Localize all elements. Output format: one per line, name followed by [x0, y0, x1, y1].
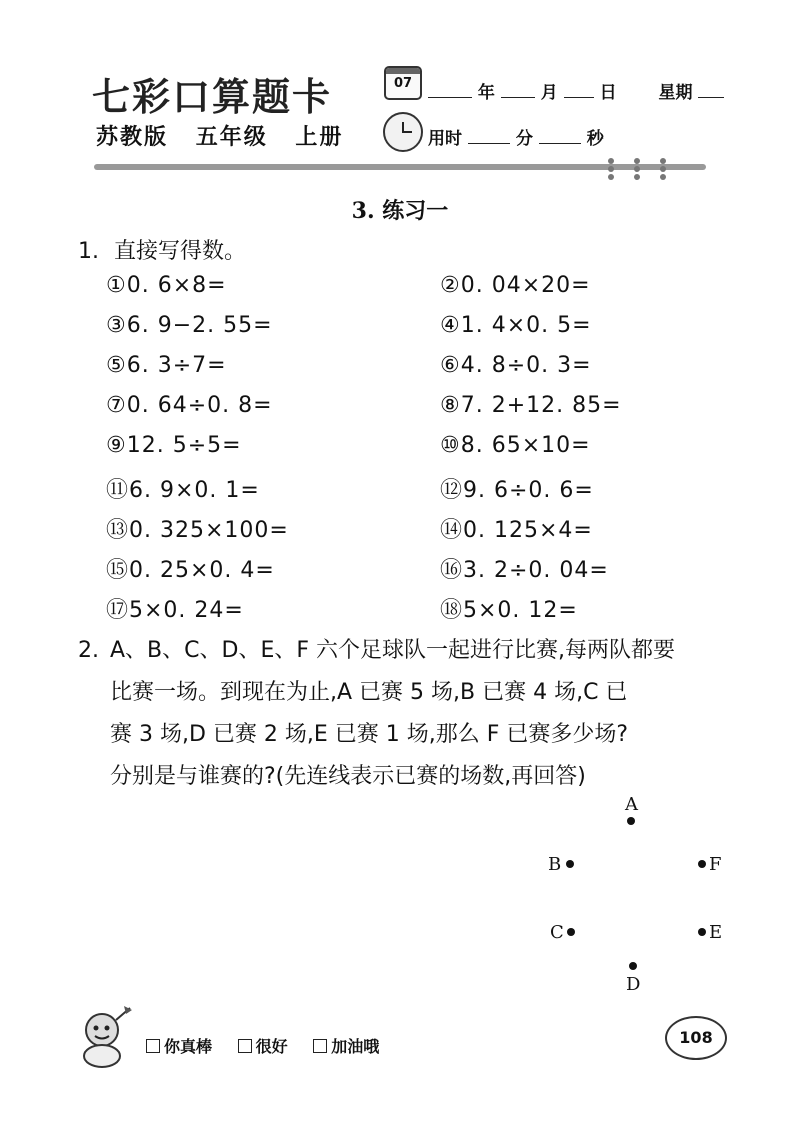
binder-peg: [660, 158, 666, 180]
seconds-blank[interactable]: [539, 129, 581, 144]
point-b[interactable]: [566, 860, 574, 868]
problem-1: ①0. 6×8=: [106, 273, 227, 298]
rating-keep-going-label: 加油哦: [331, 1037, 380, 1056]
weekday-blank[interactable]: [698, 83, 724, 98]
problem-6: ⑥4. 8÷0. 3=: [440, 353, 592, 378]
point-a[interactable]: [627, 817, 635, 825]
problem-5: ⑤6. 3÷7=: [106, 353, 227, 378]
calendar-day: 07: [393, 76, 413, 91]
problem-13: ⑬0. 325×100=: [106, 518, 289, 543]
question-2-line: 比赛一场。到现在为止,A 已赛 5 场,B 已赛 4 场,C 已: [110, 680, 628, 705]
self-rating: [146, 1034, 399, 1057]
minutes-label: 分: [515, 129, 533, 149]
question-1-number: 1.: [78, 239, 99, 264]
month-label: 月: [540, 83, 558, 103]
point-f-label: F: [709, 854, 722, 875]
year-label: 年: [477, 83, 495, 103]
brand-title: 七彩口算题卡: [92, 74, 333, 119]
edition-grade: 五年级: [195, 125, 268, 150]
point-e[interactable]: [698, 928, 706, 936]
edition-volume: 上册: [295, 125, 344, 150]
month-blank[interactable]: [501, 83, 535, 98]
point-d-label: D: [626, 974, 641, 995]
binder-peg: [608, 158, 614, 180]
edition-info: [96, 120, 361, 151]
question-2-line: A、B、C、D、E、F 六个足球队一起进行比赛,每两队都要: [110, 638, 675, 663]
problem-14: ⑭0. 125×4=: [440, 518, 593, 543]
calendar-icon: [384, 66, 422, 100]
question-2-number: 2.: [78, 638, 99, 663]
problem-2: ②0. 04×20=: [440, 273, 591, 298]
point-c[interactable]: [567, 928, 575, 936]
question-2-line: 赛 3 场,D 已赛 2 场,E 已赛 1 场,那么 F 已赛多少场?: [110, 722, 629, 747]
seconds-label: 秒: [586, 129, 604, 149]
problem-7: ⑦0. 64÷0. 8=: [106, 393, 273, 418]
rating-great[interactable]: [146, 1034, 212, 1057]
time-used-label: 用时: [428, 129, 462, 149]
point-c-label: C: [550, 922, 564, 943]
page-number: 108: [665, 1016, 727, 1060]
problem-10: ⑩8. 65×10=: [440, 433, 591, 458]
problem-15: ⑮0. 25×0. 4=: [106, 558, 275, 583]
rating-checkbox[interactable]: [313, 1039, 327, 1053]
year-blank[interactable]: [428, 83, 472, 98]
mascot-icon: [72, 1004, 138, 1070]
rating-checkbox[interactable]: [238, 1039, 252, 1053]
problem-18: ⑱5×0. 12=: [440, 598, 578, 623]
problem-3: ③6. 9−2. 55=: [106, 313, 273, 338]
rating-checkbox[interactable]: [146, 1039, 160, 1053]
header-divider: [94, 164, 706, 170]
question-2: [78, 630, 738, 798]
problem-11: ⑪6. 9×0. 1=: [106, 478, 260, 503]
rating-good-label: 很好: [255, 1037, 288, 1056]
binder-peg: [634, 158, 640, 180]
point-a-label: A: [625, 794, 638, 815]
date-fields: [428, 78, 724, 103]
weekday-label: 星期: [658, 83, 693, 103]
rating-good[interactable]: [238, 1034, 288, 1057]
problem-12: ⑫9. 6÷0. 6=: [440, 478, 594, 503]
minutes-blank[interactable]: [468, 129, 510, 144]
problem-9: ⑨12. 5÷5=: [106, 433, 242, 458]
problem-4: ④1. 4×0. 5=: [440, 313, 592, 338]
problem-8: ⑧7. 2+12. 85=: [440, 393, 622, 418]
problem-17: ⑰5×0. 24=: [106, 598, 244, 623]
section-title: 3. 练习一: [351, 198, 449, 224]
point-b-label: B: [548, 854, 562, 875]
edition-publisher: 苏教版: [96, 125, 169, 150]
day-blank[interactable]: [564, 83, 594, 98]
question-2-line: 分别是与谁赛的?(先连线表示已赛的场数,再回答): [110, 764, 586, 789]
point-d[interactable]: [629, 962, 637, 970]
point-e-label: E: [709, 922, 723, 943]
problem-16: ⑯3. 2÷0. 04=: [440, 558, 609, 583]
point-f[interactable]: [698, 860, 706, 868]
clock-icon: [383, 112, 423, 152]
rating-keep-going[interactable]: [313, 1034, 379, 1057]
question-1-heading: [78, 234, 246, 265]
question-1-prompt: 直接写得数。: [114, 239, 247, 264]
rating-great-label: 你真棒: [164, 1037, 213, 1056]
time-fields: [428, 124, 604, 149]
day-label: 日: [599, 83, 617, 103]
